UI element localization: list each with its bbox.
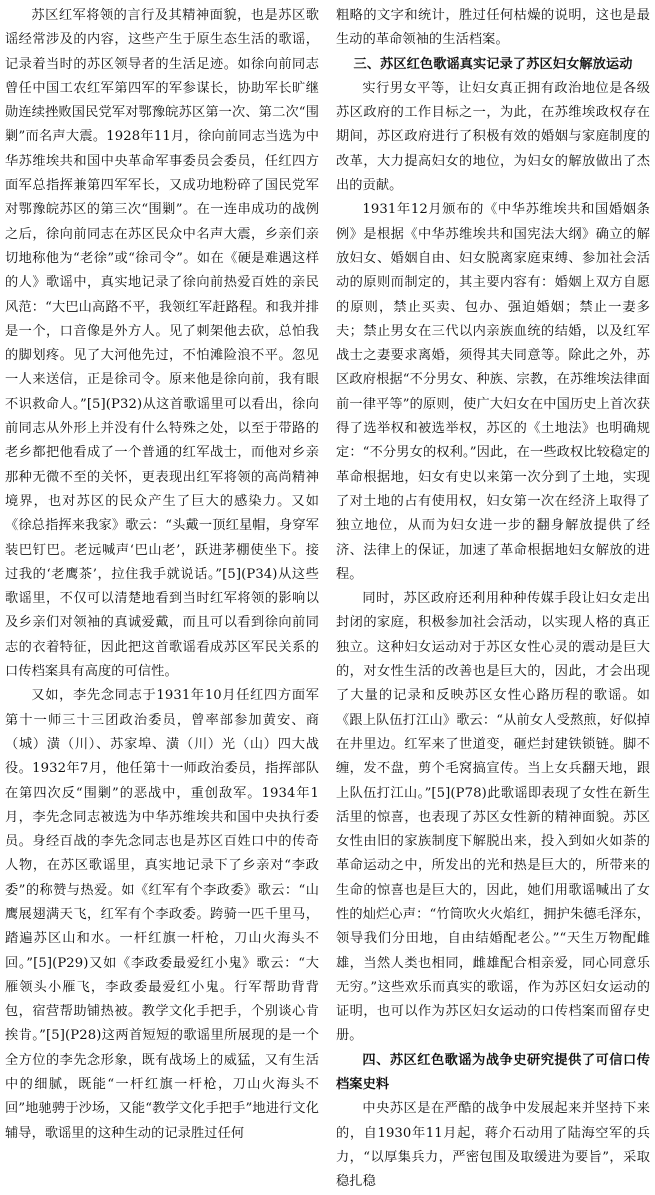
paragraph-continuation: 粗略的文字和统计，胜过任何枯燥的说明，这也是最生动的革命领袖的生活档案。 [336, 8, 650, 48]
paragraph-womens-songs: 同时，苏区政府还利用种种传媒手段让妇女走出封闭的家庭，积极参加社会活动，以实现人格的真正独立。这种妇女运动对于苏区女性心灵的震动是巨大的，对女性生活的改善也是巨大的，因此，才会出现了大量的记录和反映苏区女性心路历程的歌谣。如《跟上队伍打江山》歌云：“从前女人受熬煎，好似掉在井里边。红军来了世道变，砸烂封建铁锁链。脚不缠，发不盘，剪个毛窝搞宣传。当上女兵翻天地，跟上队伍打江山。”[5](P78)此歌谣即表现了女性在新生活里的惊喜，也表现了苏区女性新的精神面貌。苏区女性由旧的家族制度下解脱出来，投入到如火如荼的革命运动之中，所发出的光和热是巨大的，所带来的生命的惊喜也是巨大的，因此，她们用歌谣喊出了女性的灿烂心声：“竹筒吹火火焰红，拥护朱德毛泽东，领导我们分田地，自由结婚配老公。”“天生万物配雌雄，当然人类也相同，雌雄配合相亲爱，同心同意乐无穷。”这些欢乐而真实的歌谣，作为苏区妇女运动的证明，也可以作为苏区妇女运动的口传档案而留存史册。 [336, 591, 650, 1044]
paragraph-equality: 实行男女平等，让妇女真正拥有政治地位是各级苏区政府的工作目标之一，为此，在苏维埃政权存在期间，苏区政府进行了积极有效的婚姻与家庭制度的改革，大力提高妇女的地位，为妇女的解放做出了杰出的贡献。 [336, 80, 650, 194]
paragraph-xu-xiangqian: 苏区红军将领的言行及其精神面貌，也是苏区歌谣经常涉及的内容，这些产生于原生态生活的歌谣，记录着当时的苏区领导者的生活足迹。如徐向前同志曾任中国工农红军第四军的军参谋长，协助军长旷继勋连续挫败国民党军对鄂豫皖苏区第一次、第二次“围剿”而名声大震。1928年11月，徐向前同志当选为中华苏维埃共和国中央革命军事委员会委员，任红四方面军总指挥兼第四军军长，又成功地粉碎了国民党军对鄂豫皖苏区的第三次“围剿”。在一连串成功的战例之后，徐向前同志在苏区民众中名声大震，乡亲们亲切地称他为“老徐”或“徐司令”。如在《硬是难遇这样的人》歌谣中，真实地记录了徐向前热爱百姓的亲民风范：“大巴山高路不平，我领红军赶路程。和我并排是一个，口音像是外方人。见了刺架他去砍，总怕我的脚划疼。见了大河他先过，不怕滩险浪不平。忽见一人来送信，正是徐司令。原来他是徐向前，我有眼不识救命人。”[5](P32)从这首歌谣里可以看出，徐向前同志从外形上并没有什么特殊之处，以至于带路的老乡都把他看成了一个普通的红军战士，而他对乡亲那种无微不至的关怀，更表现出红军将领的高尚精神境界，也对苏区的民众产生了巨大的感染力。又如《徐总指挥来我家》歌云：“头戴一顶红星帽，身穿军装巴钉巴。老远喊声‘巴山老’，跃进茅棚使坐下。接过我的‘老鹰茶’，拉住我手就说话。”[5](P34)从这些歌谣里，不仅可以清楚地看到当时红军将领的影响以及乡亲们对领袖的真诚爱戴，而且可以看到徐向前同志的衣着特征，因此把这首歌谣看成苏区军民关系的口传档案具有高度的可信性。 [5, 8, 319, 680]
paragraph-war-history: 中央苏区是在严酷的战争中发展起来并坚持下来的，自1930年11月起，蒋介石动用了陆海空军的兵力，“以厚集兵力，严密包围及取缓进为要旨”，采取稳扎稳 [336, 1101, 650, 1190]
section-heading-4: 四、苏区红色歌谣为战争史研究提供了可信口传档案史料 [336, 1052, 650, 1093]
paragraph-li-xiannian: 又如，李先念同志于1931年10月任红四方面军第十一师三十三团政治委员，曾率部参加黄安、商（城）潢（川）、苏家埠、潢（川）光（山）四大战役。1932年7月，他任第十一师政治委员，指挥部队在第四次反“围剿”的恶战中，重创敌军。1934年1月，李先念同志被选为中华苏维埃共和国中央执行委员。身经百战的李先念同志也是苏区百姓口中的传奇人物，在苏区歌谣里，真实地记录下了乡亲对“李政委”的称赞与热爱。如《红军有个李政委》歌云：“山鹰展翅满天飞，红军有个李政委。跨骑一匹千里马，踏遍苏区山和水。一杆红旗一杆枪，刀山火海头不回。”[5](P29)又如《李政委最爱红小鬼》歌云：“大雁领头小雁飞，李政委最爱红小鬼。行军帮助背背包，宿营帮助铺热被。教学文化手把手，个别谈心肯挨肯。”[5](P28)这两首短短的歌谣里所展现的是一个全方位的李先念形象，既有战场上的威猛，又有生活中的细腻，既能“一杆红旗一杆枪，刀山火海头不回”地驰骋于沙场，又能“教学文化手把手”地进行文化辅导，歌谣里的这种生动的记录胜过任何 [5, 688, 319, 1141]
section-heading-3: 三、苏区红色歌谣真实记录了苏区妇女解放运动 [353, 56, 633, 72]
left-column [5, 4, 319, 1141]
right-column [336, 4, 650, 1190]
paragraph-marriage-law: 1931年12月颁布的《中华苏维埃共和国婚姻条例》是根据《中华苏维埃共和国宪法大纲》确立的解放妇女、婚姻自由、妇女脱离家庭束缚、参加社会活动的原则而制定的，其主要内容有：婚姻上双方自愿的原则，禁止买卖、包办、强迫婚姻；禁止一妻多夫；禁止男女在三代以内亲族血统的结婚，以及红军战士之妻要求离婚，须得其夫同意等。除此之外，苏区政府根据“不分男女、种族、宗教，在苏维埃法律面前一律平等”的原则，使广大妇女在中国历史上首次获得了选举权和被选举权，苏区的《土地法》也明确规定：“不分男女的权利。”因此，在一些政权比较稳定的革命根据地，妇女有史以来第一次分到了土地，实现了对土地的占有使用权，妇女第一次在经济上取得了独立地位，从而为妇女进一步的翻身解放提供了经济、法律上的保证，加速了革命根据地妇女解放的进程。 [336, 202, 650, 582]
